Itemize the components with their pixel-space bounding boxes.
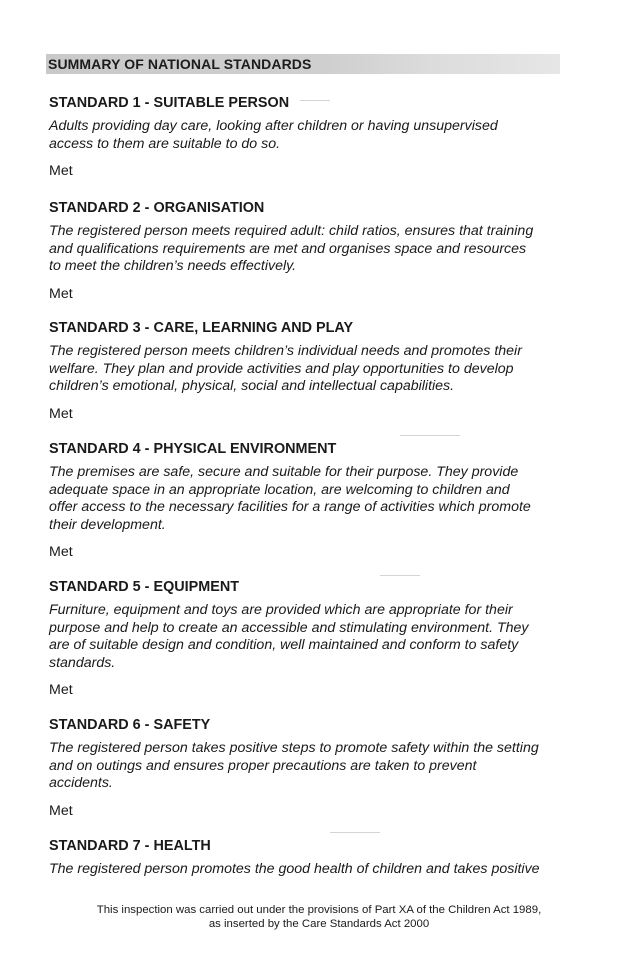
standard-5-desc-line: are of suitable design and condition, well maintained and conform to safety xyxy=(49,637,519,653)
standard-3-desc-line: The registered person meets children’s individual needs and promotes their xyxy=(49,343,522,359)
standard-4-section xyxy=(49,440,579,561)
standard-7-desc-line: The registered person promotes the good health of children and takes positive xyxy=(49,861,540,877)
scan-artifact xyxy=(300,100,330,101)
standard-2-heading: STANDARD 2 - ORGANISATION xyxy=(49,200,265,216)
standard-4-description xyxy=(49,464,579,534)
standard-2-desc-line: to meet the children’s needs effectively. xyxy=(49,258,297,274)
standard-5-desc-line: Furniture, equipment and toys are provided which are appropriate for their xyxy=(49,602,513,618)
standard-4-heading: STANDARD 4 - PHYSICAL ENVIRONMENT xyxy=(49,441,337,457)
standard-3-heading: STANDARD 3 - CARE, LEARNING AND PLAY xyxy=(49,320,354,336)
standard-1-outcome: Met xyxy=(49,163,73,179)
standard-1-section xyxy=(49,94,579,180)
standard-5-description xyxy=(49,602,579,672)
summary-title: SUMMARY OF NATIONAL STANDARDS xyxy=(48,56,312,72)
standard-5-desc-line: standards. xyxy=(49,654,116,671)
scan-artifact xyxy=(380,575,420,576)
footer-line-1: This inspection was carried out under the provisions of Part XA of the Children Act 1989, xyxy=(96,904,542,916)
standard-6-heading: STANDARD 6 - SAFETY xyxy=(49,717,211,733)
standard-4-desc-line: adequate space in an appropriate location, are welcoming to children and xyxy=(49,481,510,498)
standard-6-desc-line: and on outings and ensures proper precautions are taken to prevent xyxy=(49,757,477,774)
standard-4-desc-line: The premises are safe, secure and suitable for their purpose. They provide xyxy=(49,464,519,480)
standard-4-desc-line: their development. xyxy=(49,516,166,533)
standard-6-outcome: Met xyxy=(49,802,73,819)
standard-2-description xyxy=(49,223,579,276)
footer-line-2: as inserted by the Care Standards Act 2000 xyxy=(208,918,430,930)
standard-3-desc-line: children’s emotional, physical, social and intellectual capabilities. xyxy=(49,378,455,394)
scan-artifact xyxy=(330,832,380,833)
standard-1-desc-line: Adults providing day care, looking after children or having unsupervised xyxy=(49,118,498,134)
standard-3-section xyxy=(49,319,579,423)
standard-1-description xyxy=(49,118,579,153)
standard-2-outcome: Met xyxy=(49,285,73,302)
scan-artifact xyxy=(400,435,460,436)
standard-4-outcome: Met xyxy=(49,544,73,560)
standard-4-desc-line: offer access to the necessary facilities for a range of activities which promote xyxy=(49,499,531,515)
standard-5-outcome: Met xyxy=(49,682,73,698)
standard-2-section xyxy=(49,199,579,303)
standard-1-heading: STANDARD 1 - SUITABLE PERSON xyxy=(49,95,290,111)
standard-2-desc-line: and qualifications requirements are met and organises space and resources xyxy=(49,240,527,257)
standard-6-desc-line: The registered person takes positive steps to promote safety within the setting xyxy=(49,740,539,756)
footer-note xyxy=(0,903,638,931)
standard-3-desc-line: welfare. They plan and provide activities and play opportunities to develop xyxy=(49,360,514,377)
standard-3-outcome: Met xyxy=(49,405,73,422)
standard-5-section xyxy=(49,578,579,699)
standard-6-section xyxy=(49,716,579,820)
standard-2-desc-line: The registered person meets required adult: child ratios, ensures that training xyxy=(49,223,534,239)
standard-5-desc-line: purpose and help to create an accessible and stimulating environment. They xyxy=(49,619,529,636)
standard-3-description xyxy=(49,343,579,396)
standard-6-description xyxy=(49,740,579,793)
standard-5-heading: STANDARD 5 - EQUIPMENT xyxy=(49,579,240,595)
standard-7-heading: STANDARD 7 - HEALTH xyxy=(49,838,211,854)
standard-7-section xyxy=(49,837,579,879)
standard-6-desc-line: accidents. xyxy=(49,775,113,791)
standard-1-desc-line: access to them are suitable to do so. xyxy=(49,135,281,152)
standard-7-description xyxy=(49,861,579,879)
